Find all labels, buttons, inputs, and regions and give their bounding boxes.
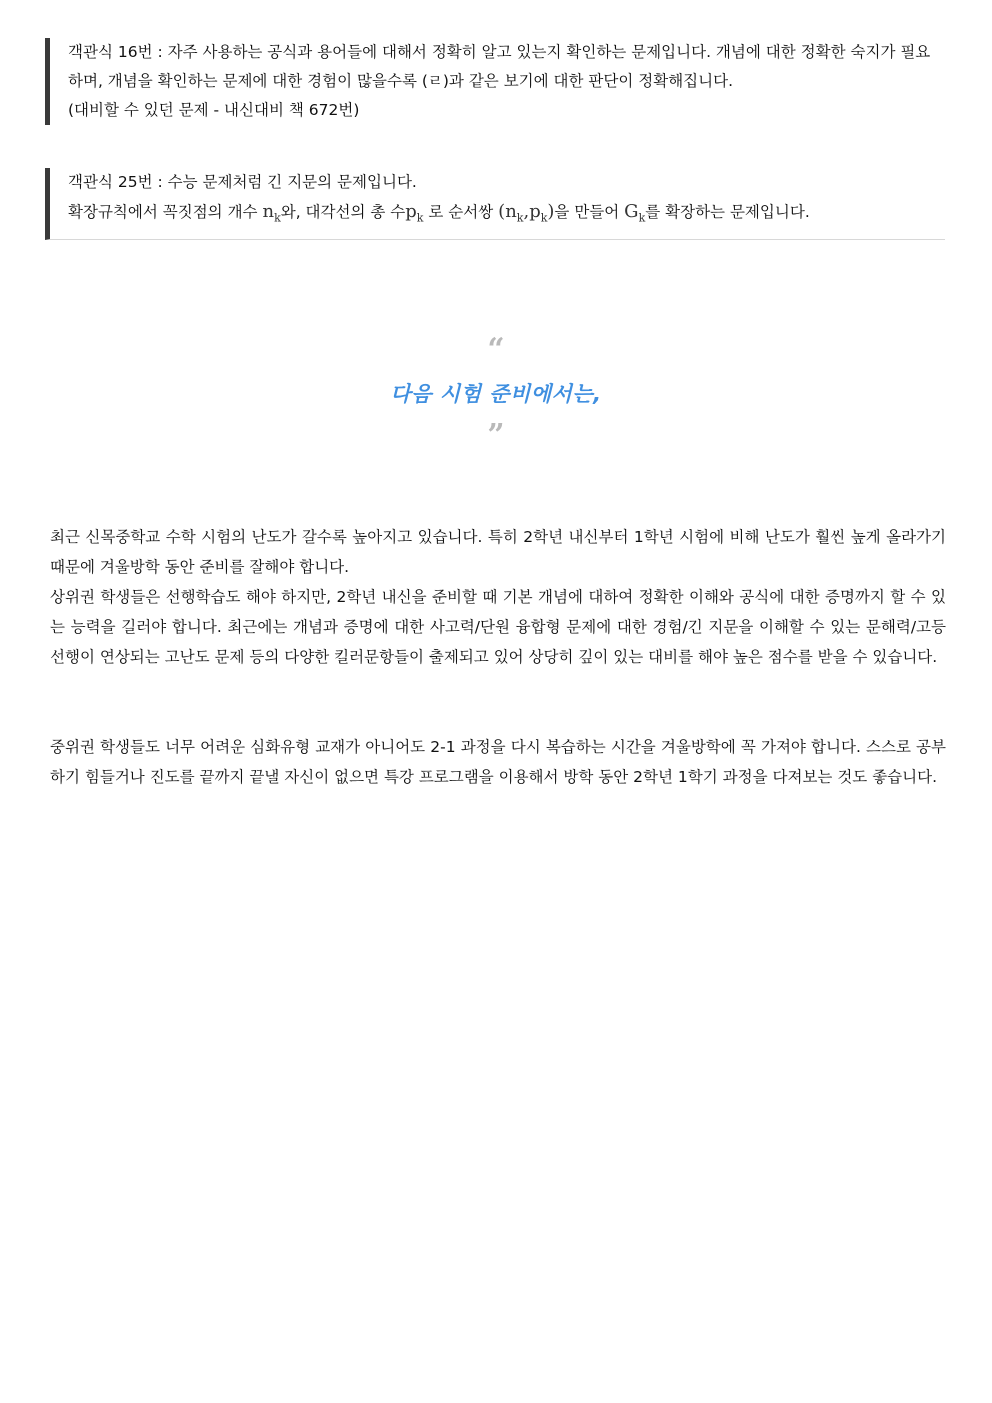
note-25-part4: 을 만들어	[554, 203, 625, 221]
paragraph-top-students	[50, 522, 946, 672]
math-n-k	[262, 201, 281, 225]
paragraph-intro: 최근 신목중학교 수학 시험의 난도가 갈수록 높아지고 있습니다. 특히 2학년 내신부터 1학년 시험에 비해 난도가 훨씬 높게 올라가기 때문에 겨울방학 동안 준비를 잘해야 합니다.	[50, 528, 946, 576]
math-g: G	[624, 201, 639, 222]
close-quote-mark: ”	[487, 418, 505, 453]
note-25-part5: 를 확장하는 문제입니다.	[645, 203, 810, 221]
math-ordered-pair	[498, 201, 555, 225]
math-g-k	[624, 201, 646, 225]
paragraph-mid-students	[50, 732, 946, 792]
note-25-title: 객관식 25번 : 수능 문제처럼 긴 지문의 문제입니다.	[68, 173, 417, 191]
exam-note-25	[45, 168, 945, 240]
math-paren-close: )	[547, 201, 555, 222]
math-p: p	[405, 201, 417, 222]
paragraph-mid: 중위권 학생들도 너무 어려운 심화유형 교재가 아니어도 2-1 과정을 다시 복습하는 시간을 겨울방학에 꼭 가져야 합니다. 스스로 공부하기 힘들거나 진도를 끝까지 끝낼 자신이 없으면 특강 프로그램을 이용해서 방학 동안 2학년 1학기 과정을 다져보는 것도 좋습니다.	[50, 738, 946, 786]
math-p: p	[529, 201, 541, 222]
open-quote-mark: “	[487, 332, 505, 367]
note-25-part1: 확장규칙에서 꼭짓점의 개수	[68, 203, 263, 221]
exam-note-16	[45, 38, 945, 125]
math-n: n	[505, 201, 517, 222]
paragraph-advanced: 상위권 학생들은 선행학습도 해야 하지만, 2학년 내신을 준비할 때 기본 개념에 대하여 정확한 이해와 공식에 대한 증명까지 할 수 있는 능력을 길러야 합니다. 최근에는 개념과 증명에 대한 사고력/단원 융합형 문제에 대한 경험/긴 지문을 이해할 수 있는 문해력/고등 선행이 연상되는 고난도 문제 등의 다양한 킬러문항들이 출제되고 있어 상당히 깊이 있는 대비를 해야 높은 점수를 받을 수 있습니다.	[50, 588, 946, 666]
math-sub-k: k	[638, 211, 646, 225]
note-25-part2: 와, 대각선의 총 수	[280, 203, 406, 221]
note-16-reference: (대비할 수 있던 문제 - 내신대비 책 672번)	[68, 101, 360, 119]
math-sub-k: k	[416, 211, 424, 225]
note-25-text	[68, 197, 945, 233]
note-16-text: 객관식 16번 : 자주 사용하는 공식과 용어들에 대해서 정확히 알고 있는지 확인하는 문제입니다. 개념에 대한 정확한 숙지가 필요하며, 개념을 확인하는 문제에 대한 경험이 많을수록 (ㄹ)과 같은 보기에 대한 판단이 정확해집니다.	[68, 43, 931, 90]
math-sub-k: k	[274, 211, 281, 225]
note-25-part3: 로 순서쌍	[423, 203, 499, 221]
math-p-k	[405, 201, 424, 225]
math-sub-k: k	[516, 211, 524, 225]
math-comma: ,	[523, 201, 530, 222]
math-sub-k: k	[540, 211, 548, 225]
callout-heading: 다음 시험 준비에서는,	[390, 382, 602, 406]
math-paren-open: (	[498, 201, 506, 222]
math-n: n	[262, 201, 275, 222]
